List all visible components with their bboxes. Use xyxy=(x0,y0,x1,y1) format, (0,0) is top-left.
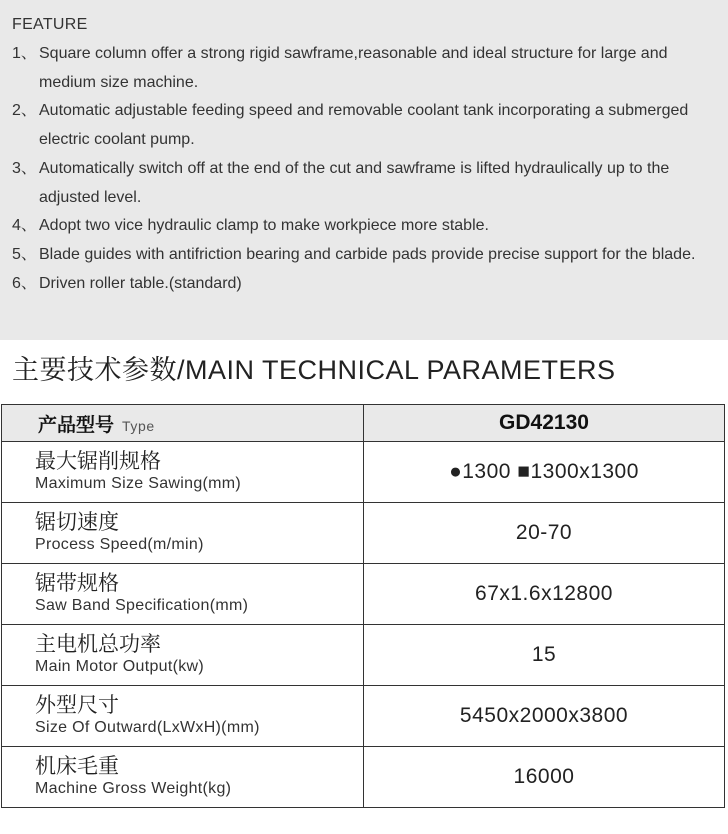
param-label-cell xyxy=(2,747,364,808)
param-value: 20-70 xyxy=(364,503,725,564)
table-row-motor-output xyxy=(2,625,725,686)
type-label-zh: 产品型号 xyxy=(38,414,115,436)
param-label-en: Maximum Size Sawing(mm) xyxy=(35,475,242,492)
table-header-row xyxy=(2,405,725,442)
param-label-zh: 主电机总功率 xyxy=(35,633,161,656)
feature-item-6 xyxy=(12,270,716,299)
table-row-max-size xyxy=(2,442,725,503)
param-value: ●1300 ■1300x1300 xyxy=(364,442,725,503)
param-value: 5450x2000x3800 xyxy=(364,686,725,747)
table-row-outward-size xyxy=(2,686,725,747)
param-label-zh: 机床毛重 xyxy=(35,755,119,778)
param-label-en: Saw Band Specification(mm) xyxy=(35,597,249,614)
param-label-en: Process Speed(m/min) xyxy=(35,536,204,553)
feature-item-3 xyxy=(12,155,716,212)
type-label-cell xyxy=(2,405,364,442)
feature-item-2 xyxy=(12,97,716,154)
feature-title: FEATURE xyxy=(12,16,88,33)
feature-text: Blade guides with antifriction bearing and carbide pads provide precise support for the blade. xyxy=(39,245,696,263)
feature-number: 1、 xyxy=(12,45,37,62)
param-label-zh: 锯切速度 xyxy=(35,511,119,534)
feature-number: 2、 xyxy=(12,102,37,120)
feature-number: 5、 xyxy=(12,245,37,263)
param-label-cell xyxy=(2,442,364,503)
table-row-gross-weight xyxy=(2,747,725,808)
param-value: 67x1.6x12800 xyxy=(364,564,725,625)
param-label-en: Size Of Outward(LxWxH)(mm) xyxy=(35,719,260,736)
param-value: 16000 xyxy=(364,747,725,808)
table-row-saw-band xyxy=(2,564,725,625)
feature-section xyxy=(0,0,728,340)
param-label-cell xyxy=(2,686,364,747)
table-row-process-speed xyxy=(2,503,725,564)
param-label-en: Main Motor Output(kw) xyxy=(35,658,205,675)
feature-text: Adopt two vice hydraulic clamp to make workpiece more stable. xyxy=(39,217,489,235)
feature-list xyxy=(12,40,716,298)
feature-item-1 xyxy=(12,40,716,97)
model-number: GD42130 xyxy=(364,405,725,442)
feature-text: Automatic adjustable feeding speed and removable coolant tank incorporating a submerged electric coolant pump. xyxy=(39,102,689,149)
param-label-zh: 最大锯削规格 xyxy=(35,450,161,473)
param-label-cell xyxy=(2,564,364,625)
feature-text: Automatically switch off at the end of the cut and sawframe is lifted hydraulically up to the adjusted level. xyxy=(39,159,670,206)
param-label-cell xyxy=(2,625,364,686)
type-label-en: Type xyxy=(122,417,155,434)
param-label-zh: 锯带规格 xyxy=(35,572,119,595)
feature-number: 6、 xyxy=(12,274,37,292)
param-label-zh: 外型尺寸 xyxy=(35,694,119,717)
param-value: 15 xyxy=(364,625,725,686)
feature-item-5 xyxy=(12,241,716,270)
parameters-title: 主要技术参数/MAIN TECHNICAL PARAMETERS xyxy=(12,355,616,385)
feature-number: 3、 xyxy=(12,159,37,177)
feature-text: Square column offer a strong rigid sawframe,reasonable and ideal structure for large and medium size machine. xyxy=(39,45,668,91)
feature-item-4 xyxy=(12,212,716,241)
param-label-en: Machine Gross Weight(kg) xyxy=(35,780,232,797)
feature-number: 4、 xyxy=(12,217,37,235)
param-label-cell xyxy=(2,503,364,564)
parameters-table xyxy=(1,404,725,808)
feature-text: Driven roller table.(standard) xyxy=(39,274,242,292)
